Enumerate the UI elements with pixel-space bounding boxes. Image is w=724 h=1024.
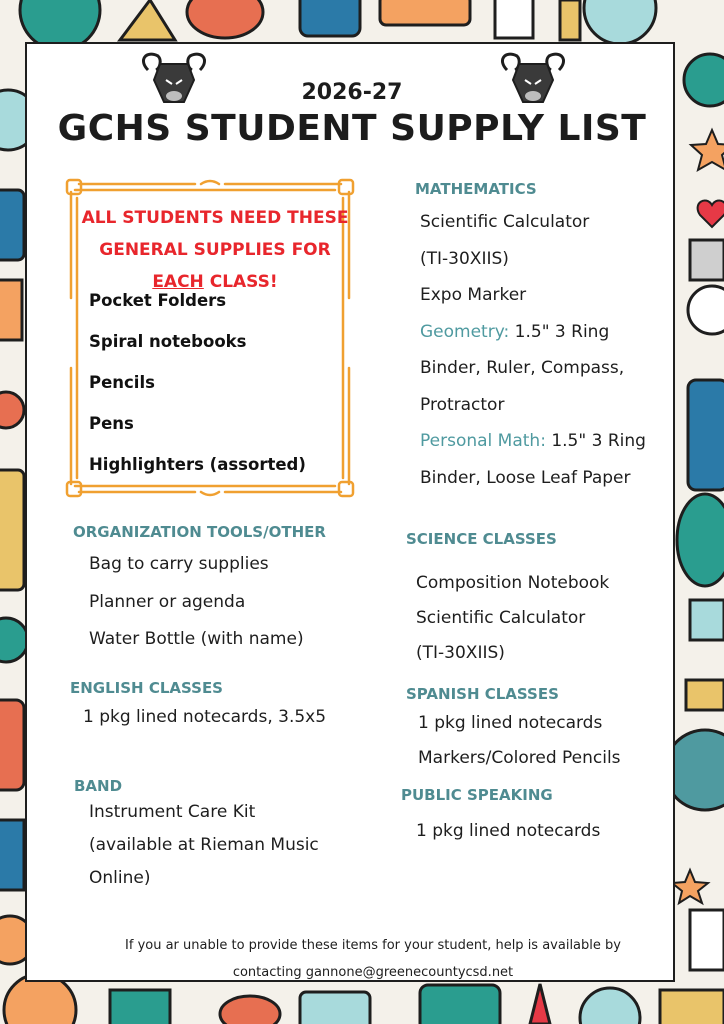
general-heading-class: CLASS! <box>203 272 278 292</box>
list-item: Spiral notebooks <box>89 332 247 351</box>
list-item: 1 pkg lined notecards, 3.5x5 <box>83 707 327 727</box>
personal-math-item <box>420 423 646 460</box>
english-list <box>83 704 326 730</box>
list-item: Pens <box>89 414 134 433</box>
general-supplies-list <box>89 289 306 494</box>
spanish-list <box>418 706 621 776</box>
general-heading-each: EACH <box>152 272 204 292</box>
list-item: Instrument Care Kit <box>89 802 256 822</box>
general-heading-line2: GENERAL SUPPLIES FOR <box>99 240 331 260</box>
list-item: Pencils <box>89 373 155 392</box>
help-footer <box>27 932 677 986</box>
personal-math-text: 1.5" 3 Ring <box>545 431 646 451</box>
list-item: Composition Notebook <box>416 573 610 593</box>
list-item: Expo Marker <box>420 285 527 305</box>
public-speaking-list <box>416 818 600 844</box>
geometry-item <box>420 314 646 351</box>
personal-math-label: Personal Math: <box>420 431 546 451</box>
band-list <box>89 796 319 895</box>
general-heading-line1: ALL STUDENTS NEED THESE <box>81 208 349 228</box>
list-item: 1 pkg lined notecards <box>416 821 601 841</box>
list-item: Protractor <box>420 394 505 415</box>
list-item: 1 pkg lined notecards <box>418 713 603 733</box>
organization-heading: ORGANIZATION TOOLS/OTHER <box>73 523 326 541</box>
geometry-text: 1.5" 3 Ring <box>509 321 610 342</box>
page-title: GCHS STUDENT SUPPLY LIST <box>57 108 647 149</box>
list-item: Pocket Folders <box>89 291 227 310</box>
list-item: Binder, Ruler, Compass, <box>420 358 625 378</box>
english-heading: ENGLISH CLASSES <box>70 679 223 697</box>
public-speaking-heading: PUBLIC SPEAKING <box>401 786 553 804</box>
list-item: (available at Rieman Music <box>89 835 319 855</box>
list-item: Markers/Colored Pencils <box>418 748 621 768</box>
band-heading: BAND <box>74 777 123 795</box>
list-item: Online) <box>89 868 151 888</box>
geometry-label: Geometry: <box>420 321 510 342</box>
list-item: Scientific Calculator <box>416 608 586 628</box>
footer-line1: If you ar unable to provide these items for your student, help is available by <box>125 938 621 953</box>
list-item: Highlighters (assorted) <box>89 455 306 474</box>
mathematics-list <box>420 204 646 496</box>
list-item: (TI-30XIIS) <box>416 643 505 663</box>
list-item: Planner or agenda <box>89 591 246 612</box>
general-supplies-heading <box>77 202 353 298</box>
organization-list <box>89 546 304 659</box>
school-year: 2026-27 <box>301 80 403 105</box>
list-item: Scientific Calculator <box>420 212 590 232</box>
list-item: Binder, Loose Leaf Paper <box>420 467 631 488</box>
supply-list-card <box>25 42 675 982</box>
science-heading: SCIENCE CLASSES <box>406 530 557 548</box>
list-item: (TI-30XIIS) <box>420 248 509 269</box>
mathematics-heading: MATHEMATICS <box>415 180 537 198</box>
footer-line2: contacting gannone@greenecountycsd.net <box>232 965 514 980</box>
spanish-heading: SPANISH CLASSES <box>406 685 559 703</box>
list-item: Water Bottle (with name) <box>89 629 304 649</box>
science-list <box>416 566 609 671</box>
list-item: Bag to carry supplies <box>89 554 269 574</box>
